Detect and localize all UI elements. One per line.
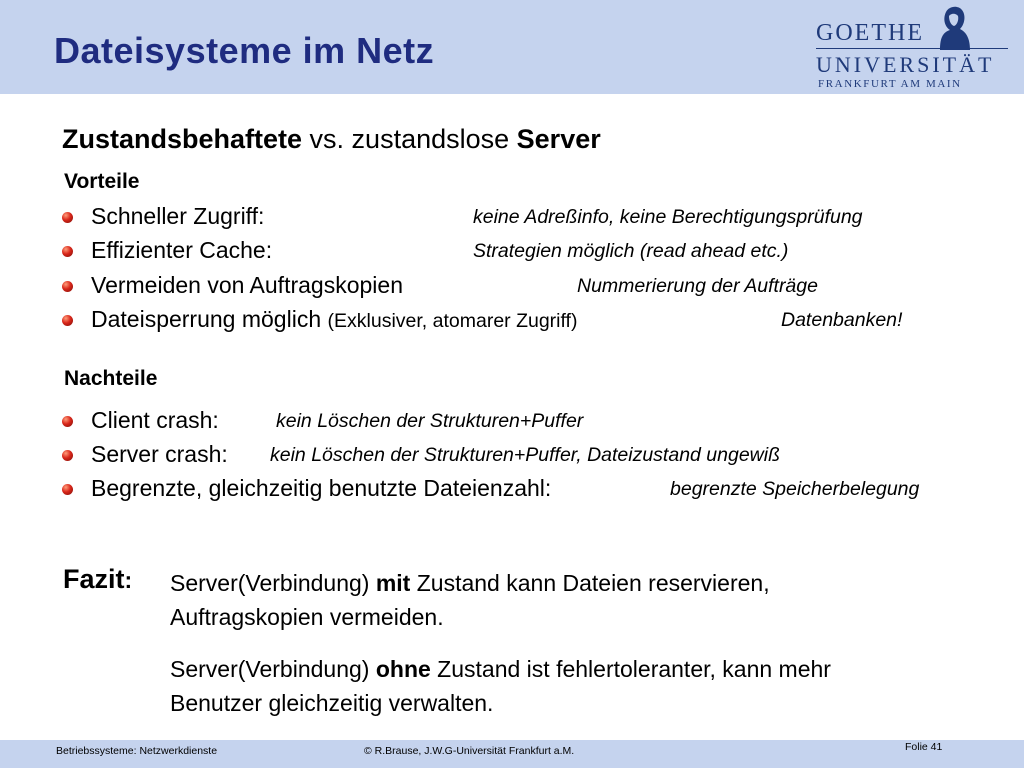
footer-course: Betriebssysteme: Netzwerkdienste — [56, 745, 218, 757]
bullet-icon — [62, 212, 73, 223]
slide-footer — [0, 740, 1024, 768]
fazit-label — [63, 564, 132, 595]
item-text: Schneller Zugriff: — [91, 203, 265, 229]
logo-divider — [816, 48, 1008, 49]
fazit-text: Zustand ist fehlertoleranter, kann mehr — [430, 656, 831, 682]
slide-subtitle — [62, 124, 601, 155]
item-note: Datenbanken! — [781, 309, 903, 331]
bullet-icon — [62, 450, 73, 461]
bullet-icon — [62, 416, 73, 427]
goethe-portrait-icon — [930, 2, 974, 52]
fazit-text: Server(Verbindung) — [170, 570, 376, 596]
item-text-main: Dateisperrung möglich — [91, 306, 328, 332]
fazit-colon: : — [124, 567, 133, 593]
bullet-icon — [62, 246, 73, 257]
fazit-paragraph-1-line-2: Auftragskopien vermeiden. — [170, 604, 444, 630]
footer-copyright: © R.Brause, J.W.G-Universität Frankfurt a.M. — [364, 745, 575, 757]
item-text: Begrenzte, gleichzeitig benutzte Dateienzahl: — [91, 475, 552, 501]
bullet-icon — [62, 484, 73, 495]
item-note: keine Adreßinfo, keine Berechtigungsprüfung — [473, 206, 863, 228]
footer-slide-number: Folie 41 — [905, 741, 943, 753]
logo-line-frankfurt: FRANKFURT AM MAIN — [818, 78, 962, 90]
section-heading-nachteile: Nachteile — [64, 367, 158, 390]
item-text — [91, 306, 577, 333]
fazit-paragraph-2-line-1 — [170, 656, 831, 683]
slide-header — [0, 0, 1024, 94]
subtitle-stateful: Zustandsbehaftete — [62, 124, 303, 154]
bullet-icon — [62, 281, 73, 292]
item-text: Vermeiden von Auftragskopien — [91, 272, 403, 298]
fazit-text: Zustand kann Dateien reservieren, — [410, 570, 770, 596]
fazit-paragraph-2-line-2: Benutzer gleichzeitig verwalten. — [170, 690, 494, 716]
logo-line-goethe: GOETHE — [816, 20, 924, 46]
item-text: Effizienter Cache: — [91, 237, 273, 263]
university-logo — [812, 6, 1012, 92]
item-note: begrenzte Speicherbelegung — [670, 478, 920, 500]
fazit-paragraph-1-line-1 — [170, 570, 770, 597]
item-note: kein Löschen der Strukturen+Puffer — [276, 410, 584, 432]
fazit-text: Server(Verbindung) — [170, 656, 376, 682]
bullet-icon — [62, 315, 73, 326]
item-text-extra: (Exklusiver, atomarer Zugriff) — [327, 310, 578, 332]
subtitle-server: Server — [516, 124, 601, 154]
slide-title: Dateisysteme im Netz — [54, 30, 435, 71]
item-text: Server crash: — [91, 441, 228, 467]
item-text: Client crash: — [91, 407, 219, 433]
fazit-word: Fazit — [63, 564, 125, 594]
item-note: Nummerierung der Aufträge — [577, 275, 818, 297]
fazit-emphasis-ohne: ohne — [375, 656, 431, 682]
logo-line-universitaet: UNIVERSITÄT — [816, 52, 995, 77]
section-heading-vorteile: Vorteile — [64, 170, 140, 193]
subtitle-vs: vs. zustandslose — [302, 124, 517, 154]
item-note: Strategien möglich (read ahead etc.) — [473, 240, 789, 262]
item-note: kein Löschen der Strukturen+Puffer, Dateizustand ungewiß — [270, 444, 781, 466]
fazit-emphasis-mit: mit — [375, 570, 411, 596]
